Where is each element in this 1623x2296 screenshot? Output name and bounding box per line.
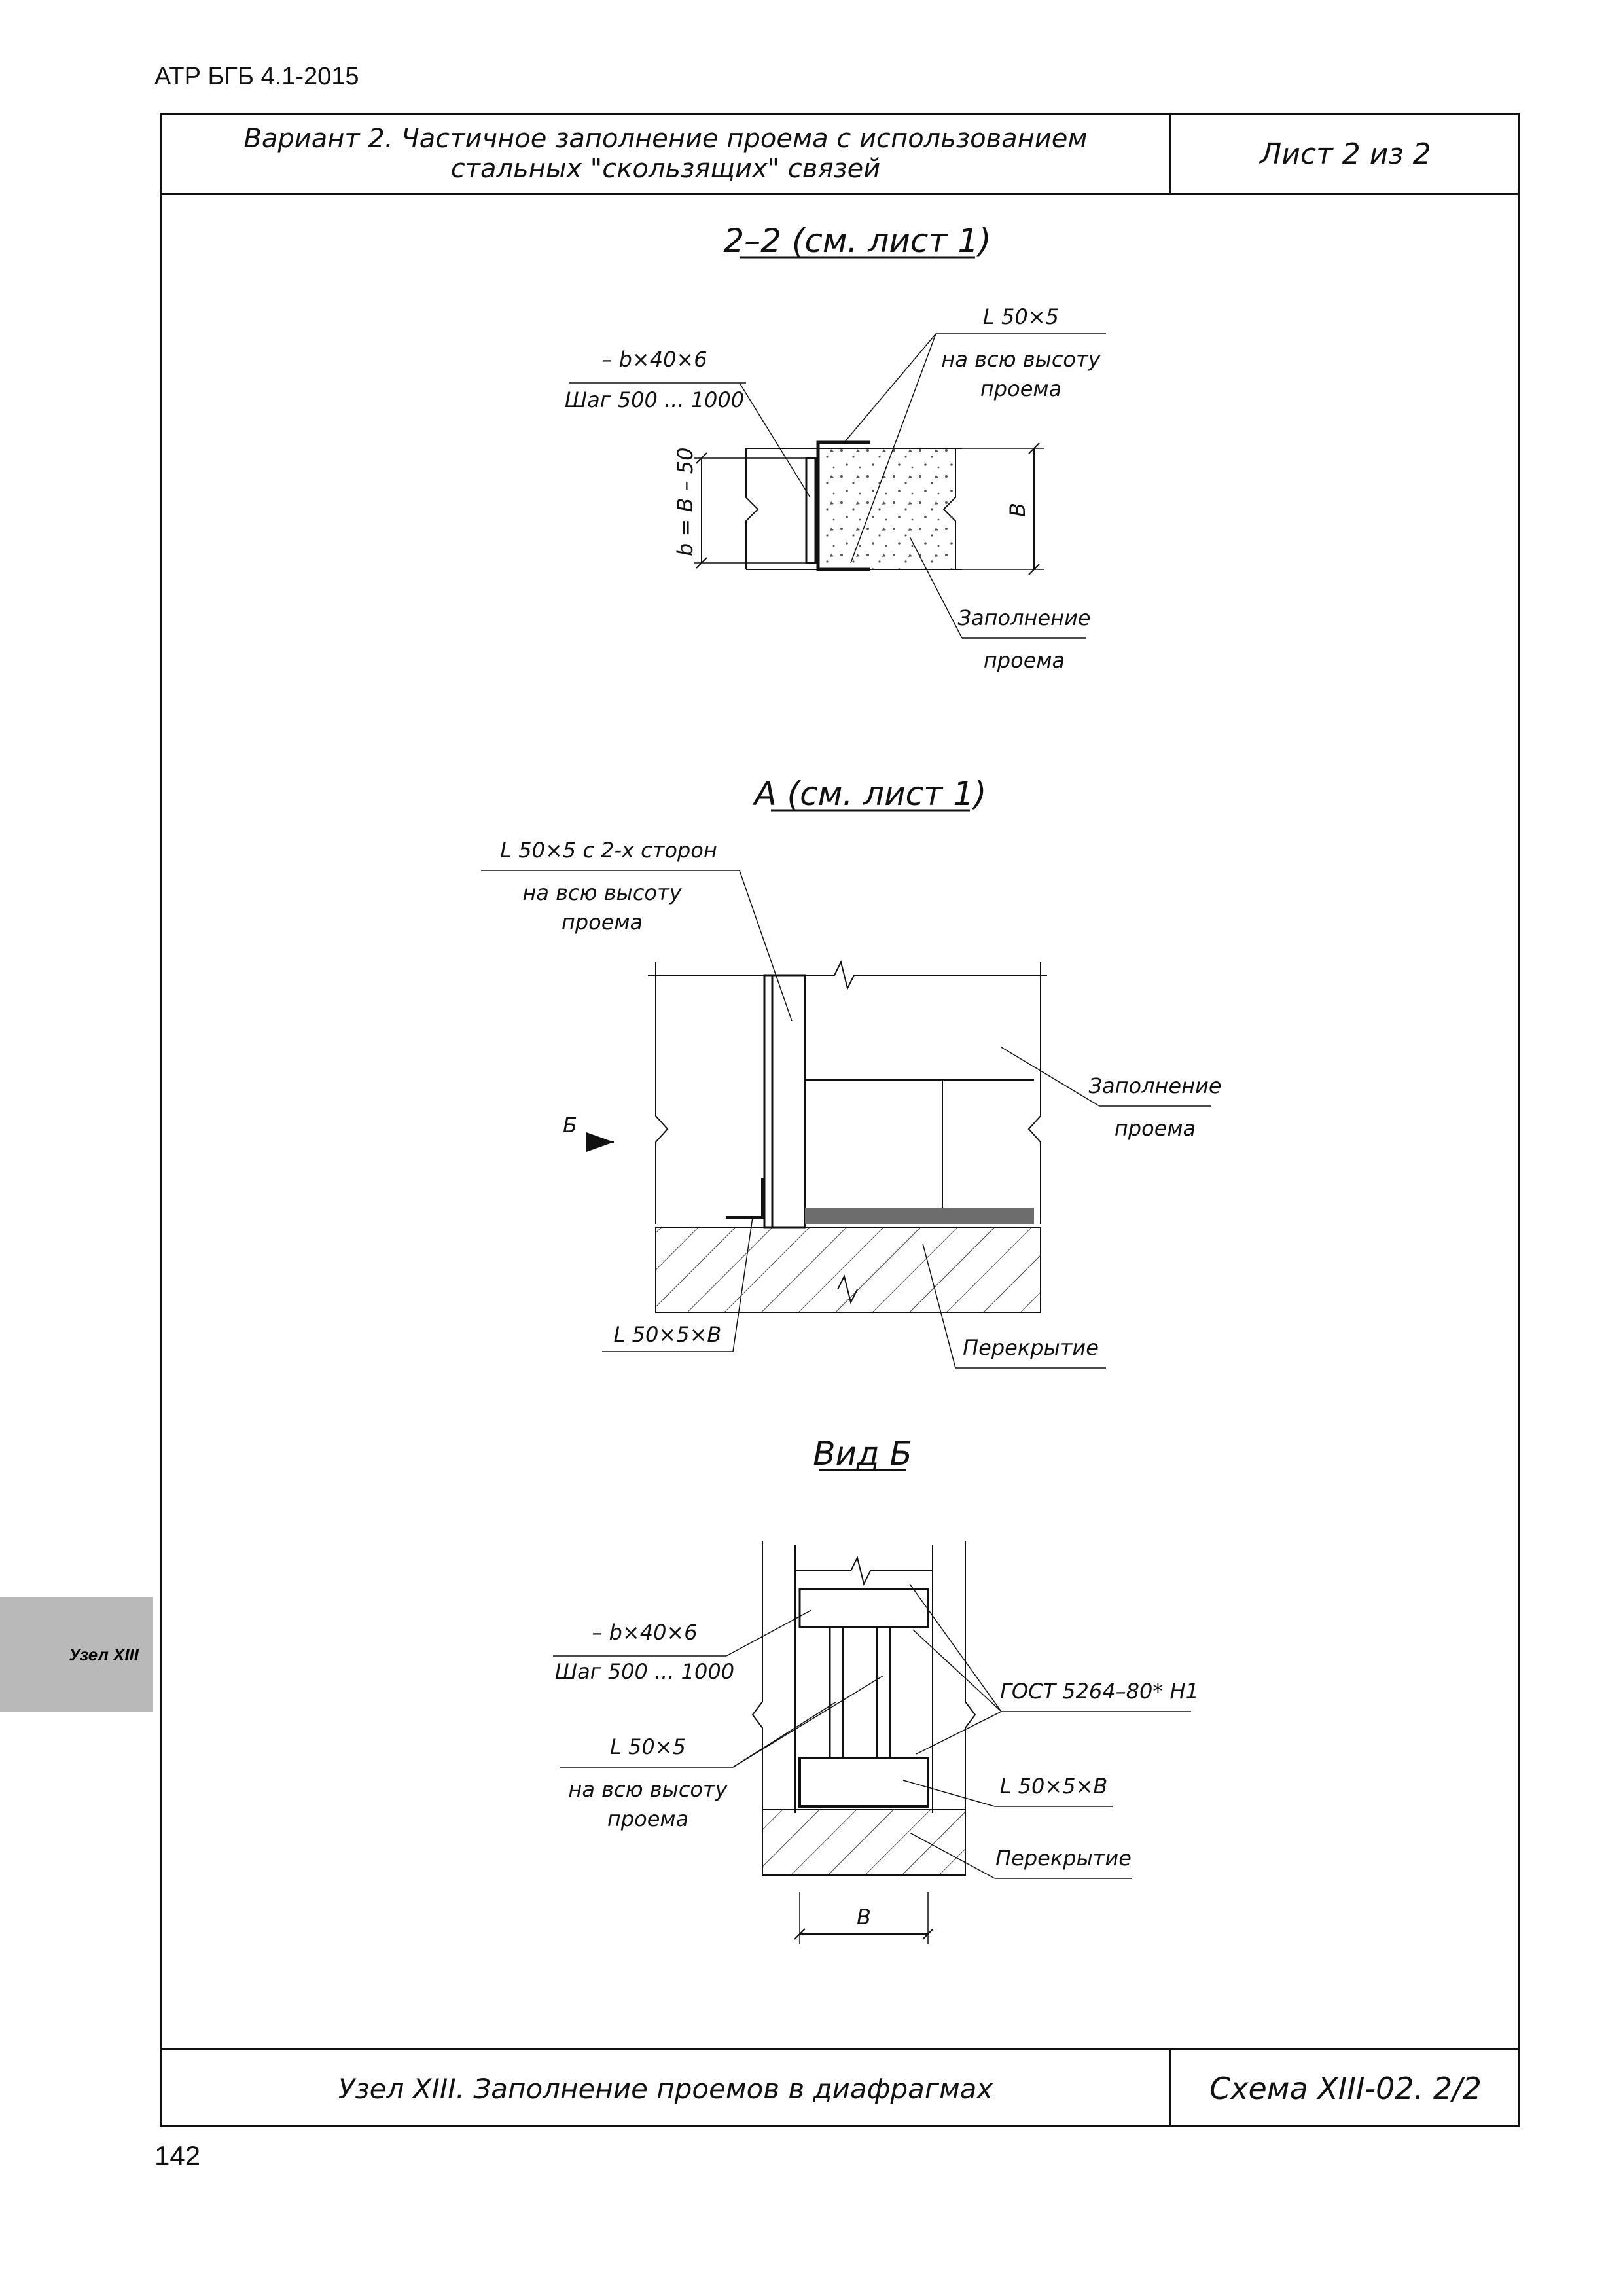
angle-note-line1: на всю высоту xyxy=(568,1777,728,1802)
document-code: АТР БГБ 4.1-2015 xyxy=(154,63,359,90)
bottom-angle-label: L 50×5×B xyxy=(613,1322,722,1347)
top-break-line xyxy=(648,962,1047,988)
section-2-2-title: 2–2 (см. лист 1) xyxy=(723,222,991,260)
horizontal-strip xyxy=(800,1589,928,1627)
header-title-line2: стальных "скользящих" связей xyxy=(450,154,881,184)
view-B xyxy=(553,1435,1199,1944)
section-A xyxy=(481,775,1222,1368)
header-title-line1: Вариант 2. Частичное заполнение проема с использованием xyxy=(243,124,1088,154)
fill-label-line2: проема xyxy=(1114,1116,1196,1141)
bottom-angle-label: L 50×5×B xyxy=(999,1774,1108,1799)
scheme-number: Схема XIII-02. 2/2 xyxy=(1169,2050,1520,2127)
angle-label: L 50×5 xyxy=(610,1734,686,1759)
sheet-number: Лист 2 из 2 xyxy=(1169,115,1520,193)
break-line-left xyxy=(746,448,758,569)
footer-title: Узел XIII. Заполнение проемов в диафрагмах xyxy=(338,2072,993,2105)
wall-edge-right xyxy=(1029,962,1041,1224)
view-marker: Б xyxy=(563,1113,577,1138)
vertical-angle-right xyxy=(877,1627,890,1758)
slab-label: Перекрытие xyxy=(963,1335,1099,1360)
weld-label: ГОСТ 5264–80* Н1 xyxy=(1000,1679,1199,1704)
dim-B-label: B xyxy=(857,1905,871,1929)
angle-label: L 50×5 с 2-х сторон xyxy=(500,838,717,863)
fill-label-line2: проема xyxy=(983,648,1065,673)
section-A-title: А (см. лист 1) xyxy=(754,775,987,813)
angle-note-line1: на всю высоту xyxy=(522,880,682,905)
mortar-bed xyxy=(805,1208,1034,1224)
strip-label: – b×40×6 xyxy=(601,347,707,372)
fill-block xyxy=(826,448,955,569)
angle-label: L 50×5 xyxy=(983,304,1059,329)
view-B-title: Вид Б xyxy=(813,1435,912,1473)
floor-slab xyxy=(656,1227,1041,1312)
angle-note-line1: на всю высоту xyxy=(941,347,1101,372)
dim-B-label: B xyxy=(1005,503,1030,517)
steel-strip xyxy=(806,458,815,563)
fill-label-line1: Заполнение xyxy=(1088,1073,1222,1098)
vertical-angle-outer xyxy=(764,975,772,1227)
dim-b-label: b = B – 50 xyxy=(673,447,698,556)
wall-edge-left xyxy=(656,962,668,1224)
angle-note-line2: проема xyxy=(561,910,643,935)
vertical-angle-left xyxy=(830,1627,843,1758)
wall-edge-left xyxy=(753,1541,762,1829)
side-tab[interactable]: Узел XIII xyxy=(0,1597,153,1712)
angle-note-line2: проема xyxy=(607,1806,689,1831)
step-label: Шаг 500 ... 1000 xyxy=(564,387,745,412)
step-label: Шаг 500 ... 1000 xyxy=(554,1659,735,1684)
page-number: 142 xyxy=(154,2140,201,2171)
strip-label: – b×40×6 xyxy=(592,1620,698,1645)
slab-label: Перекрытие xyxy=(995,1846,1132,1871)
bottom-angle xyxy=(726,1178,762,1217)
angle-note-line2: проема xyxy=(980,376,1062,401)
floor-slab xyxy=(762,1810,965,1875)
fill-label-line1: Заполнение xyxy=(957,605,1091,630)
section-2-2 xyxy=(565,222,1106,673)
top-break-line xyxy=(795,1558,933,1584)
